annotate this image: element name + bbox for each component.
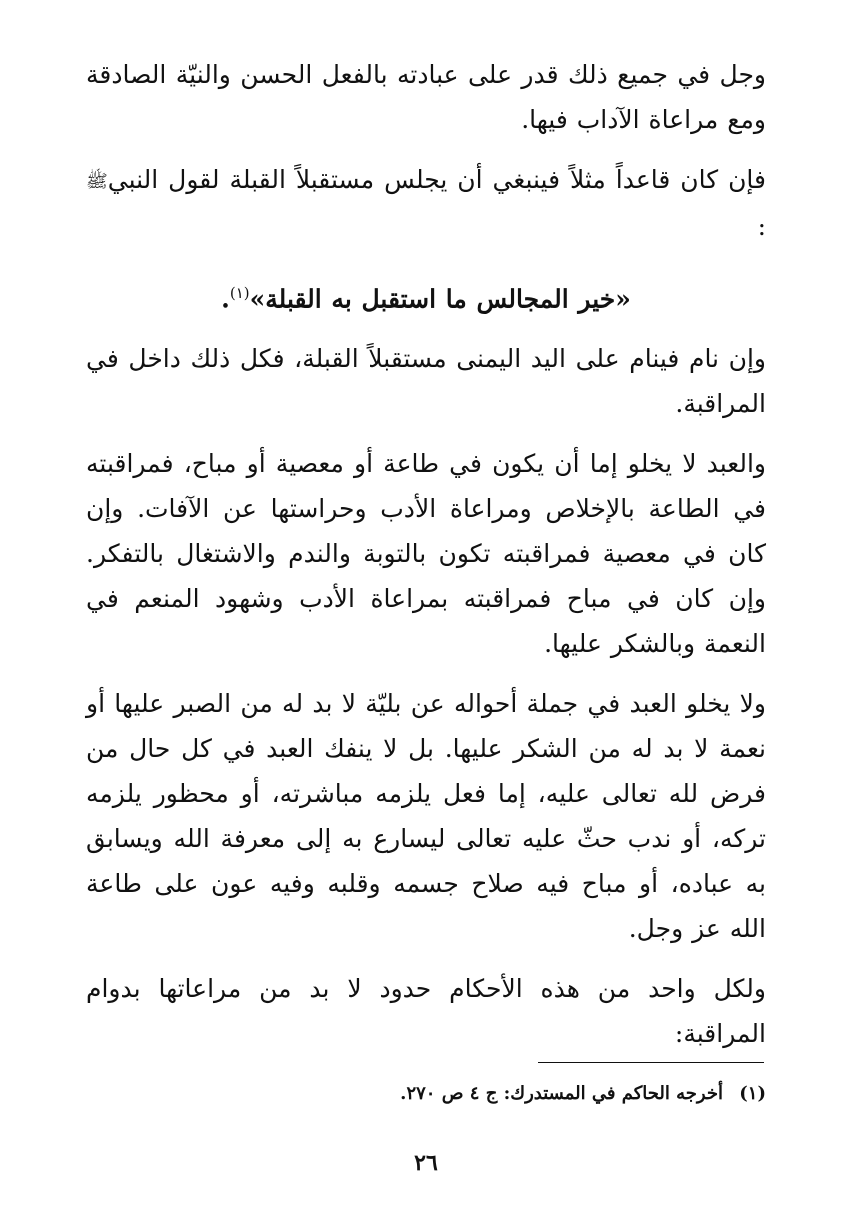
paragraph-2-text: فإن كان قاعداً مثلاً فينبغي أن يجلس مستقبلاً القبلة لقول النبي	[107, 165, 766, 194]
paragraph-2	[86, 157, 766, 249]
paragraph-2-colon: :	[757, 212, 766, 241]
book-page	[86, 52, 766, 1176]
paragraph-1-text: وجل في جميع ذلك قدر على عبادته بالفعل الحسن والنيّة الصادقة ومع مراعاة الآداب فيها.	[86, 60, 766, 134]
hadith-quote	[86, 271, 766, 321]
paragraph-4-text: والعبد لا يخلو إما أن يكون في طاعة أو معصية أو مباح، فمراقبته في الطاعة بالإخلاص ومراعاة الأدب وحراستها عن الآفات. وإن كان في معصية فمراقبته تكون بالتوبة والندم والاشتغال بالتفكر. وإن كان في مباح فمراقبته بمراعاة الأدب وشهود المنعم في النعمة وبالشكر عليها.	[86, 449, 766, 659]
footnote-number: (١)	[739, 1083, 766, 1104]
hadith-period: .	[221, 284, 230, 314]
paragraph-4	[86, 441, 766, 666]
footnote-divider	[538, 1062, 764, 1063]
footnote-reference[interactable]: (١)	[229, 284, 250, 302]
footnote-text: أخرجه الحاكم في المستدرك: ج ٤ ص ٢٧٠.	[400, 1083, 723, 1104]
paragraph-6-text: ولكل واحد من هذه الأحكام حدود لا بد من مراعاتها بدوام المراقبة:	[86, 974, 766, 1049]
paragraph-1	[86, 52, 766, 142]
paragraph-5	[86, 681, 766, 951]
hadith-text: «خير المجالس ما استقبل به القبلة»	[249, 284, 631, 314]
paragraph-3-text: وإن نام فينام على اليد اليمنى مستقبلاً القبلة، فكل ذلك داخل في المراقبة.	[86, 344, 766, 419]
paragraph-3	[86, 336, 766, 426]
salawat-symbol: ﷺ	[86, 171, 108, 192]
footnote	[86, 1080, 766, 1108]
paragraph-5-text: ولا يخلو العبد في جملة أحواله عن بليّة لا بد له من الصبر عليها أو نعمة لا بد له من الشكر عليها. بل لا ينفك العبد في كل حال من فرض لله تعالى عليه، إما فعل يلزمه مباشرته، أو محظور يلزمه تركه، أو ندب حثّ عليه تعالى ليسارع به إلى معرفة الله ويسابق به عباده، أو مباح فيه صلاح جسمه وقلبه وفيه عون على طاعة الله عز وجل.	[86, 689, 766, 944]
paragraph-6	[86, 966, 766, 1056]
page-number: ٢٦	[414, 1150, 438, 1176]
